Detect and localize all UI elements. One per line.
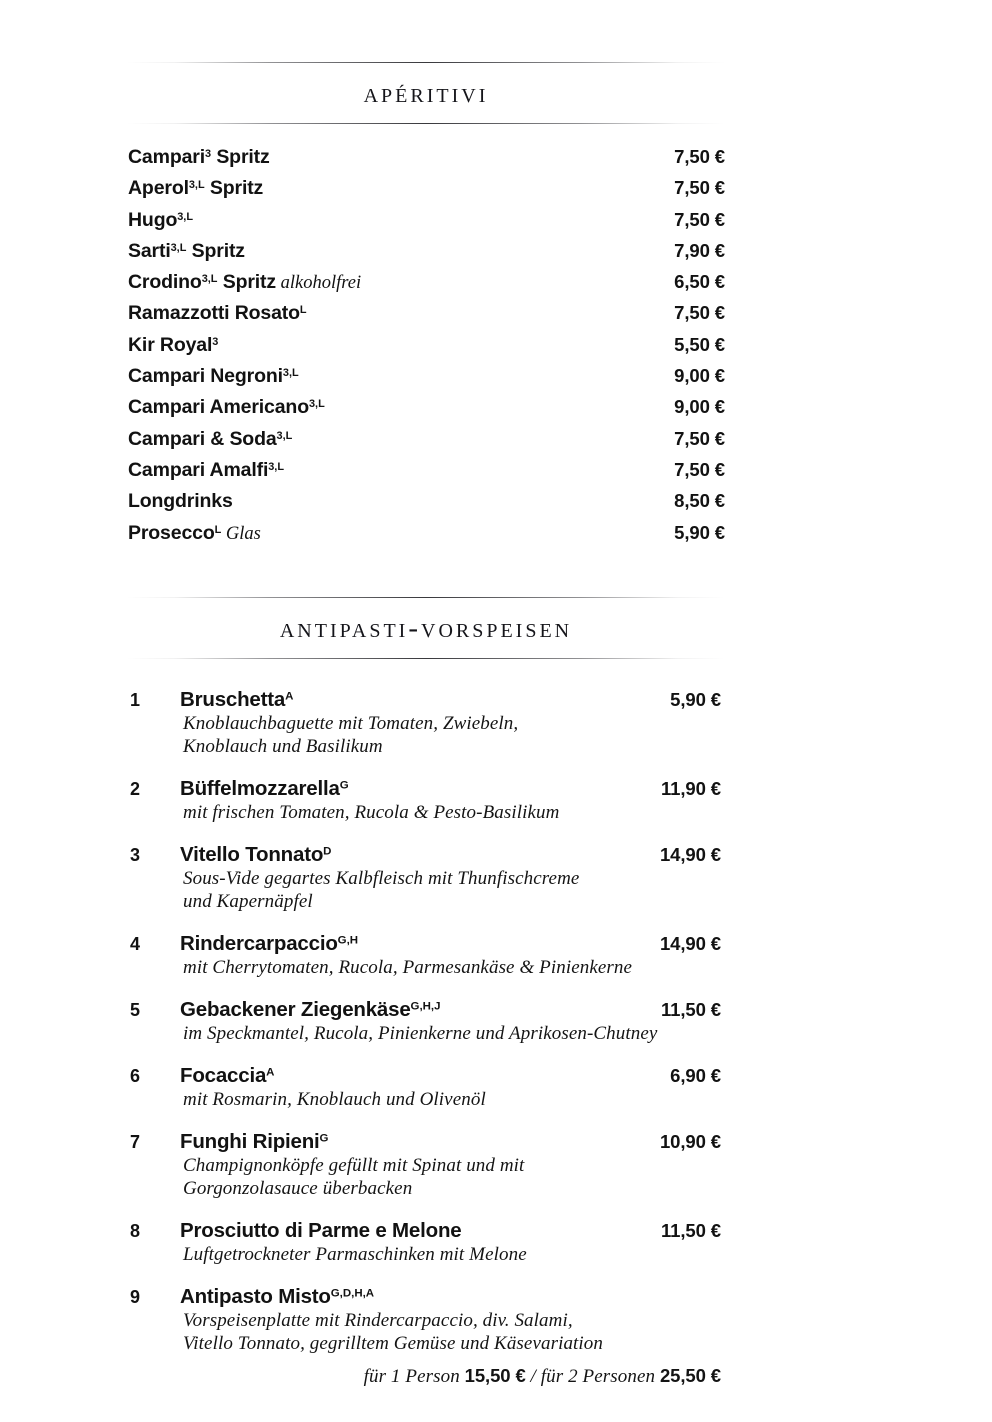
section-antipasti — [127, 597, 725, 1406]
section-heading-antipasti — [127, 597, 725, 659]
drink-name: Campari & Soda$^{3,L}$ — [128, 427, 293, 450]
menu-item-header — [127, 1285, 725, 1309]
menu-item-price: 11,90 € — [660, 777, 721, 799]
menu-item-description: mit Rosmarin, Knoblauch und Olivenöl — [183, 1088, 486, 1110]
section-title-aperitivi: apéritivi — [363, 77, 489, 109]
menu-item — [127, 688, 725, 759]
allergen-superscript: 3,L — [188, 179, 205, 192]
menu-item-header — [127, 932, 725, 956]
section-aperitivi — [127, 62, 725, 553]
menu-item-number: 5 — [130, 999, 141, 1020]
menu-item-description: Knoblauchbaguette mit Tomaten, Zwiebeln, Knoblauch und Basilikum — [183, 713, 519, 757]
drink-row — [127, 459, 725, 490]
menu-item-number: 9 — [130, 1286, 141, 1307]
drink-name: Hugo$^{3,L}$ — [128, 208, 193, 231]
menu-item — [127, 932, 725, 980]
menu-item-description: im Speckmantel, Rucola, Pinienkerne und Aprikosen-Chutney — [183, 1022, 658, 1044]
allergen-superscript: D — [323, 845, 332, 858]
menu-item-name: Bruschetta$^A$ — [180, 688, 294, 711]
menu-item-name: Focaccia$^A$ — [180, 1063, 275, 1087]
menu-item-name: Gebackener Ziegenkäse$^{G,H,J}$ — [180, 997, 441, 1021]
menu-item-header — [127, 688, 725, 712]
drink-row — [127, 490, 725, 521]
menu-item-number: 8 — [130, 1220, 141, 1241]
dual-price-label-two: für 2 Personen — [540, 1365, 660, 1387]
allergen-superscript: L — [214, 523, 222, 536]
menu-item-name: Funghi Ripieni$^G$ — [180, 1129, 329, 1153]
heading-rule-bottom — [127, 658, 725, 659]
menu-item-description: Vorspeisenplatte mit Rindercarpaccio, div. Salami, Vitello Tonnato, gegrilltem Gemüse und Käsevariation — [183, 1309, 604, 1354]
drink-name: Aperol$^{3,L}$ Spritz — [128, 177, 264, 200]
menu-item-price: 5,90 € — [670, 689, 721, 710]
menu-item-price: 14,90 € — [659, 932, 721, 954]
section-heading-aperitivi — [127, 62, 725, 124]
drink-price: 7,50 € — [674, 458, 725, 480]
menu-item — [127, 1130, 725, 1201]
menu-item-number: 1 — [130, 690, 141, 710]
menu-item — [127, 843, 725, 914]
menu-item — [127, 777, 725, 825]
menu-item-description: Champignonköpfe gefüllt mit Spinat und mit Gorgonzolasauce überbacken — [183, 1154, 525, 1199]
drink-row — [127, 271, 725, 302]
allergen-superscript: G,H — [337, 934, 359, 947]
drink-row — [127, 240, 725, 271]
menu-item — [127, 1219, 725, 1267]
allergen-superscript: 3,L — [276, 429, 293, 442]
drink-price: 9,00 € — [674, 365, 725, 387]
menu-item-number: 3 — [130, 844, 141, 865]
menu-item-price: 10,90 € — [659, 1130, 721, 1152]
allergen-superscript: 3 — [204, 147, 212, 160]
drink-price: 7,50 € — [674, 302, 725, 324]
allergen-superscript: L — [299, 304, 307, 317]
menu-item-price: 11,50 € — [660, 998, 721, 1020]
menu-item-name: Vitello Tonnato$^D$ — [180, 842, 332, 866]
menu-item — [127, 998, 725, 1046]
drink-name: Campari Negroni$^{3,L}$ — [128, 365, 299, 388]
drink-row — [127, 146, 725, 177]
drink-price: 7,90 € — [674, 239, 725, 261]
drink-row — [127, 177, 725, 208]
menu-item — [127, 1064, 725, 1112]
drink-price: 7,50 € — [674, 427, 725, 449]
drink-name: Campari Americano$^{3,L}$ — [128, 396, 325, 419]
allergen-superscript: A — [266, 1066, 275, 1079]
menu-item-description: Luftgetrockneter Parmaschinken mit Melone — [183, 1243, 527, 1265]
drink-price: 6,50 € — [674, 271, 725, 293]
allergen-superscript: 3 — [212, 335, 219, 348]
drink-name: Ramazzotti Rosato$^L$ — [128, 302, 307, 325]
drink-price: 7,50 € — [674, 177, 725, 199]
allergen-superscript: G — [319, 1132, 329, 1145]
menu-item-description: mit frischen Tomaten, Rucola & Pesto-Basilikum — [183, 801, 560, 823]
allergen-superscript: 3,L — [177, 210, 193, 223]
menu-item-header — [127, 843, 725, 867]
heading-rule-bottom — [127, 123, 725, 124]
drink-row — [127, 302, 725, 333]
menu-item-header — [127, 1219, 725, 1243]
allergen-superscript: G,D,H,A — [330, 1287, 375, 1300]
menu-item — [127, 1285, 725, 1388]
drink-name: Campari$^3$ Spritz — [128, 146, 270, 168]
allergen-superscript: G — [339, 779, 349, 792]
menu-item-header — [127, 777, 725, 801]
drink-row — [127, 428, 725, 459]
menu-item-name: Büffelmozzarella$^G$ — [180, 776, 349, 800]
drink-name: Kir Royal$^3$ — [128, 333, 219, 356]
menu-item-price: 14,90 € — [659, 843, 721, 865]
menu-item-number: 7 — [130, 1131, 141, 1152]
drink-price: 7,50 € — [674, 208, 725, 230]
drink-row — [127, 396, 725, 427]
menu-item-name: Antipasto Misto$^{G,D,H,A}$ — [180, 1284, 375, 1308]
menu-item-header — [127, 1130, 725, 1154]
menu-item-price: 6,90 € — [670, 1064, 721, 1086]
menu-item-name: Prosciutto di Parme e Melone — [180, 1218, 462, 1242]
menu-item-number: 6 — [130, 1065, 141, 1086]
allergen-superscript: G,H,J — [410, 1000, 441, 1013]
drink-row — [127, 522, 725, 553]
drink-price: 7,50 € — [674, 146, 725, 167]
menu-item-description: mit Cherrytomaten, Rucola, Parmesankäse & Pinienkerne — [183, 956, 633, 978]
drinks-list — [127, 146, 725, 553]
drink-price: 8,50 € — [674, 490, 725, 512]
drink-row — [127, 365, 725, 396]
allergen-superscript: 3,L — [282, 366, 299, 379]
menu-item-header — [127, 1064, 725, 1088]
drink-name: Longdrinks — [128, 490, 233, 513]
menu-item-header — [127, 998, 725, 1022]
menu-item-name: Rindercarpaccio$^{G,H}$ — [180, 931, 359, 955]
menu-item-dual-price — [127, 1365, 725, 1388]
dual-price-separator: / — [525, 1365, 541, 1387]
drink-price: 5,90 € — [674, 521, 725, 543]
drink-qualifier: alkoholfrei — [276, 273, 362, 294]
allergen-superscript: 3,L — [308, 398, 325, 411]
menu-item-number: 4 — [130, 933, 141, 954]
drink-qualifier: Glas — [221, 523, 261, 544]
dual-price-value-one: 15,50 € — [464, 1364, 526, 1386]
drink-row — [127, 209, 725, 240]
drink-name: Sarti$^{3,L}$ Spritz — [128, 239, 245, 262]
section-title-antipasti: antipasti-vorspeisen — [279, 612, 573, 644]
foods-list — [127, 688, 725, 1388]
menu-item-number: 2 — [130, 778, 141, 799]
drink-row — [127, 334, 725, 365]
allergen-superscript: 3,L — [201, 273, 218, 286]
menu-item-price: 11,50 € — [660, 1219, 721, 1241]
allergen-superscript: A — [285, 690, 294, 703]
drink-name: Prosecco$^L$ Glas — [128, 521, 261, 544]
allergen-superscript: 3,L — [268, 460, 284, 473]
drink-name: Campari Amalfi$^{3,L}$ — [128, 458, 284, 481]
menu-item-description: Sous-Vide gegartes Kalbfleisch mit Thunfischcreme und Kapernäpfel — [183, 867, 580, 912]
drink-name: Crodino$^{3,L}$ Spritz alkoholfrei — [128, 271, 362, 294]
drink-price: 5,50 € — [674, 333, 725, 355]
drink-price: 9,00 € — [674, 396, 725, 418]
dual-price-label-one: für 1 Person — [363, 1365, 465, 1387]
allergen-superscript: 3,L — [170, 241, 187, 254]
dual-price-value-two: 25,50 € — [659, 1364, 721, 1386]
